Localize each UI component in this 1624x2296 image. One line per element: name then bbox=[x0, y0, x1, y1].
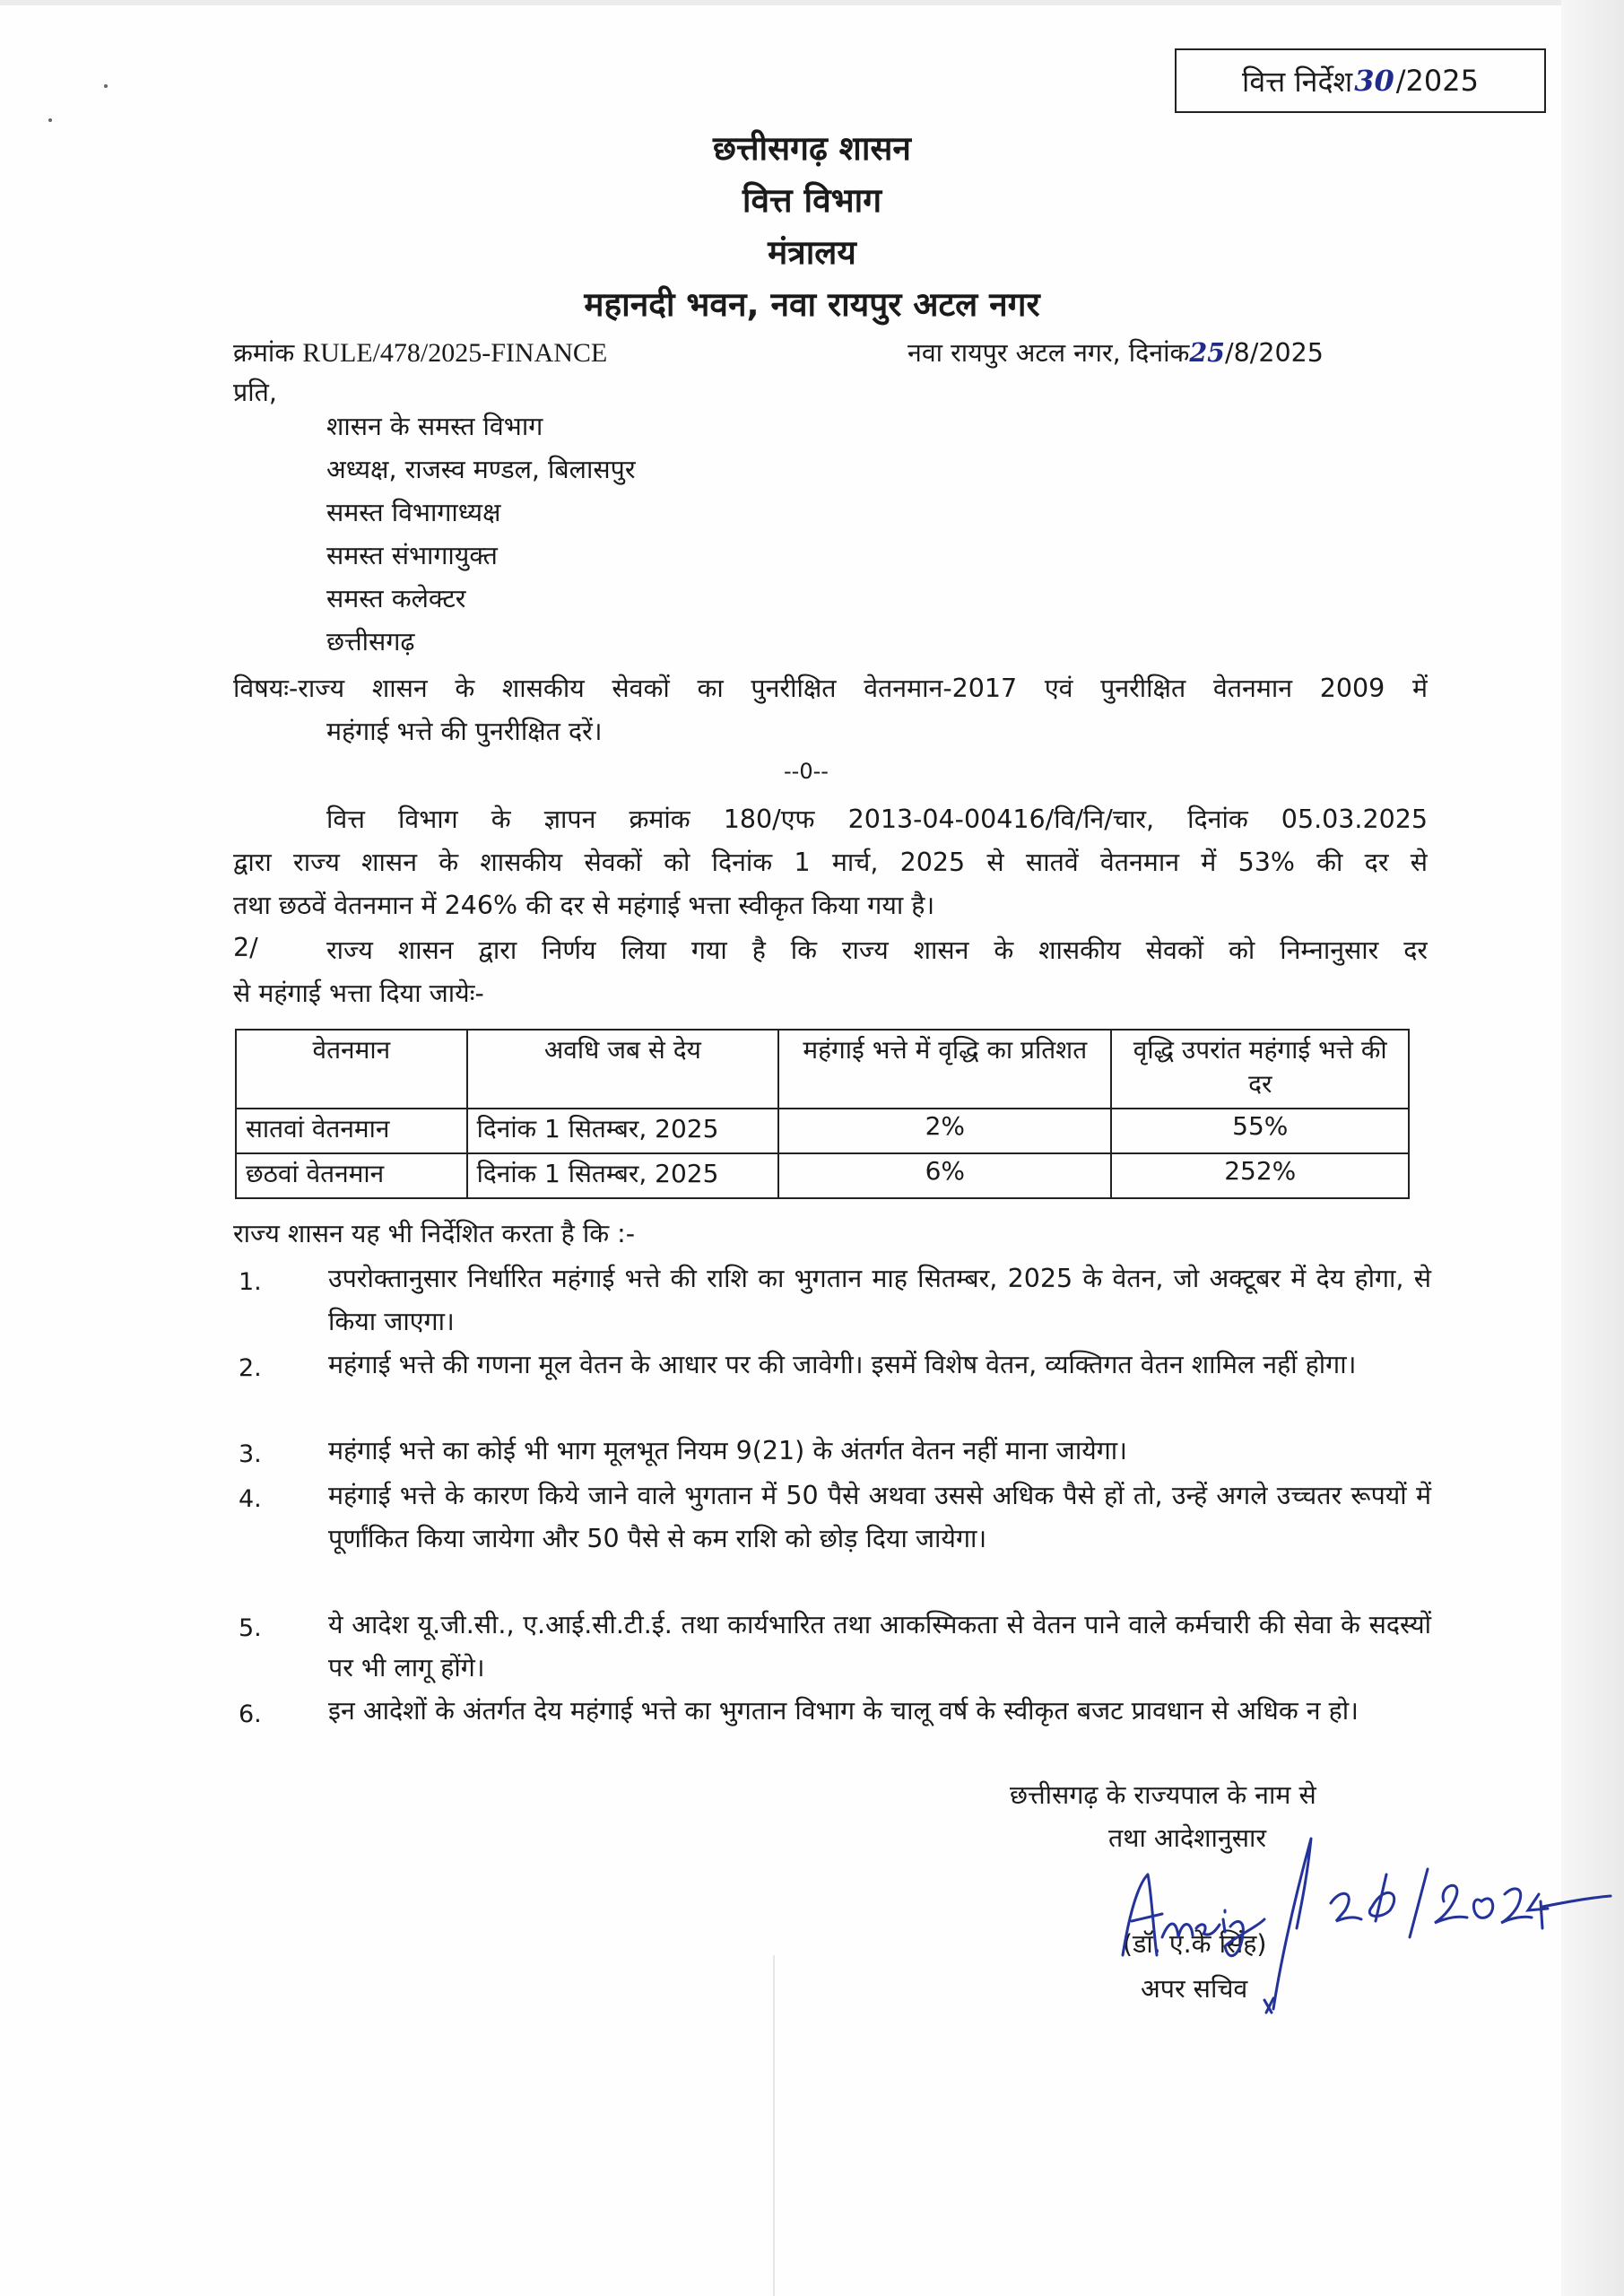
scan-fold-line bbox=[773, 1955, 775, 2296]
scan-speck bbox=[104, 84, 108, 88]
header-government: छत्तीसगढ़ शासन bbox=[713, 129, 911, 168]
directive-number: 3. bbox=[239, 1440, 262, 1468]
directive-number: 1. bbox=[239, 1268, 262, 1296]
recipient-item: समस्त कलेक्टर bbox=[326, 584, 466, 613]
directive-text: उपरोक्तानुसार निर्धारित महंगाई भत्ते की राशि का भुगतान माह सितम्बर, 2025 के वेतन, जो अक्टूबर में देय होगा, से किया जाएगा। bbox=[328, 1264, 1431, 1336]
header-ministry: मंत्रालय bbox=[768, 233, 856, 272]
order-place-prefix: नवा रायपुर अटल नगर, दिनांक bbox=[908, 338, 1190, 368]
table-row bbox=[236, 1109, 1409, 1153]
para2-line-1: राज्य शासन द्वारा निर्णय लिया गया है कि राज्य शासन के शासकीय सेवकों को निम्नानुसार दर bbox=[326, 935, 1428, 965]
header-address: महानदी भवन, नवा रायपुर अटल नगर bbox=[584, 285, 1040, 324]
recipients-to: प्रति, bbox=[233, 378, 277, 407]
separator: --0-- bbox=[784, 759, 829, 784]
recipient-item: समस्त विभागाध्यक्ष bbox=[326, 498, 501, 527]
order-number bbox=[233, 335, 607, 370]
recipient-item: छत्तीसगढ़ bbox=[326, 627, 415, 657]
para1-line-1: वित्त विभाग के ज्ञापन क्रमांक 180/एफ 2013-04-00416/वि/नि/चार, दिनांक 05.03.2025 bbox=[326, 804, 1428, 834]
reference-suffix: /2025 bbox=[1395, 64, 1479, 98]
directive-text: ये आदेश यू.जी.सी., ए.आई.सी.टी.ई. तथा कार्यभारित तथा आकस्मिकता से वेतन पाने वाले कर्मचारी की सेवा के सदस्यों पर भी लागू होंगे। bbox=[328, 1610, 1431, 1683]
para2-line-2: से महंगाई भत्ता दिया जायेः- bbox=[233, 978, 484, 1008]
directives-intro: राज्य शासन यह भी निर्देशित करता है कि :- bbox=[233, 1219, 636, 1248]
header-department: वित्त विभाग bbox=[742, 181, 882, 220]
scan-speck bbox=[48, 118, 52, 122]
order-number-label: क्रमांक bbox=[233, 338, 295, 368]
signature-authority-line: छत्तीसगढ़ के राज्यपाल के नाम से bbox=[1010, 1780, 1316, 1810]
table-cell-rate: 252% bbox=[1111, 1153, 1409, 1198]
recipient-item: शासन के समस्त विभाग bbox=[326, 412, 543, 441]
directive-number: 2. bbox=[239, 1354, 262, 1382]
para2-number: 2/ bbox=[233, 933, 258, 962]
table-cell-effective-date: दिनांक 1 सितम्बर, 2025 bbox=[467, 1109, 778, 1153]
table-cell-rate: 55% bbox=[1111, 1109, 1409, 1153]
order-date-suffix: /8/2025 bbox=[1225, 338, 1324, 368]
table-cell-pay-scale: सातवां वेतनमान bbox=[236, 1109, 467, 1153]
table-header-increase-percent: महंगाई भत्ते में वृद्धि का प्रतिशत bbox=[778, 1030, 1111, 1109]
table-cell-increase: 2% bbox=[778, 1109, 1111, 1153]
table-row bbox=[236, 1153, 1409, 1198]
order-number-value: RULE/478/2025-FINANCE bbox=[302, 338, 608, 368]
directive-number: 5. bbox=[239, 1614, 262, 1642]
reference-prefix: वित्त निर्देश bbox=[1242, 64, 1353, 99]
para1-line-3: तथा छठवें वेतनमान में 246% की दर से महंगाई भत्ता स्वीकृत किया गया है। bbox=[233, 891, 935, 920]
subject-line-2: महंगाई भत्ते की पुनरीक्षित दरें। bbox=[326, 717, 603, 746]
directive-text: महंगाई भत्ते की गणना मूल वेतन के आधार पर की जावेगी। इसमें विशेष वेतन, व्यक्तिगत वेतन शामिल नहीं होगा। bbox=[328, 1350, 1357, 1379]
table-header-revised-rate: वृद्धि उपरांत महंगाई भत्ते की दर bbox=[1111, 1030, 1409, 1109]
directive-number: 4. bbox=[239, 1485, 262, 1513]
recipient-item: समस्त संभागायुक्त bbox=[326, 541, 498, 570]
directive-text: महंगाई भत्ते के कारण किये जाने वाले भुगतान में 50 पैसे अथवा उससे अधिक पैसे हों तो, उन्हें अगले उच्चतर रूपयों में पूर्णांकित किया जायेगा और 50 पैसे से कम राशि को छोड़ दिया जायेगा। bbox=[328, 1481, 1431, 1553]
table-header-row bbox=[236, 1030, 1409, 1109]
dearness-allowance-table bbox=[235, 1029, 1410, 1199]
directive-text: महंगाई भत्ते का कोई भी भाग मूलभूत नियम 9(21) के अंतर्गत वेतन नहीं माना जायेगा। bbox=[328, 1436, 1127, 1465]
recipient-item: अध्यक्ष, राजस्व मण्डल, बिलासपुर bbox=[326, 455, 636, 484]
order-date-handwritten: 25 bbox=[1189, 337, 1226, 368]
signature-order-line: तथा आदेशानुसार bbox=[1108, 1823, 1267, 1853]
order-place-date bbox=[908, 335, 1324, 370]
table-cell-increase: 6% bbox=[778, 1153, 1111, 1198]
reference-number-box bbox=[1175, 48, 1546, 113]
directive-text: इन आदेशों के अंतर्गत देय महंगाई भत्ते का भुगतान विभाग के चालू वर्ष के स्वीकृत बजट प्रावधान से अधिक न हो। bbox=[328, 1696, 1359, 1726]
table-cell-effective-date: दिनांक 1 सितम्बर, 2025 bbox=[467, 1153, 778, 1198]
table-header-pay-scale: वेतनमान bbox=[236, 1030, 467, 1109]
handwritten-signature bbox=[1076, 1821, 1614, 2018]
para1-line-2: द्वारा राज्य शासन के शासकीय सेवकों को दिनांक 1 मार्च, 2025 से सातवें वेतनमान में 53% की दर से bbox=[233, 848, 1428, 877]
reference-handwritten-number: 30 bbox=[1354, 64, 1394, 98]
subject-line-1: विषयः-राज्य शासन के शासकीय सेवकों का पुनरीक्षित वेतनमान-2017 एवं पुनरीक्षित वेतनमान 2009 में bbox=[233, 674, 1428, 703]
directive-number: 6. bbox=[239, 1700, 262, 1728]
table-cell-pay-scale: छठवां वेतनमान bbox=[236, 1153, 467, 1198]
table-header-effective-period: अवधि जब से देय bbox=[467, 1030, 778, 1109]
signatory-designation: अपर सचिव bbox=[1141, 1974, 1248, 2004]
scan-top-edge bbox=[0, 0, 1624, 5]
signatory-name: (डॉ. ए.के सिंह) bbox=[1123, 1929, 1267, 1959]
